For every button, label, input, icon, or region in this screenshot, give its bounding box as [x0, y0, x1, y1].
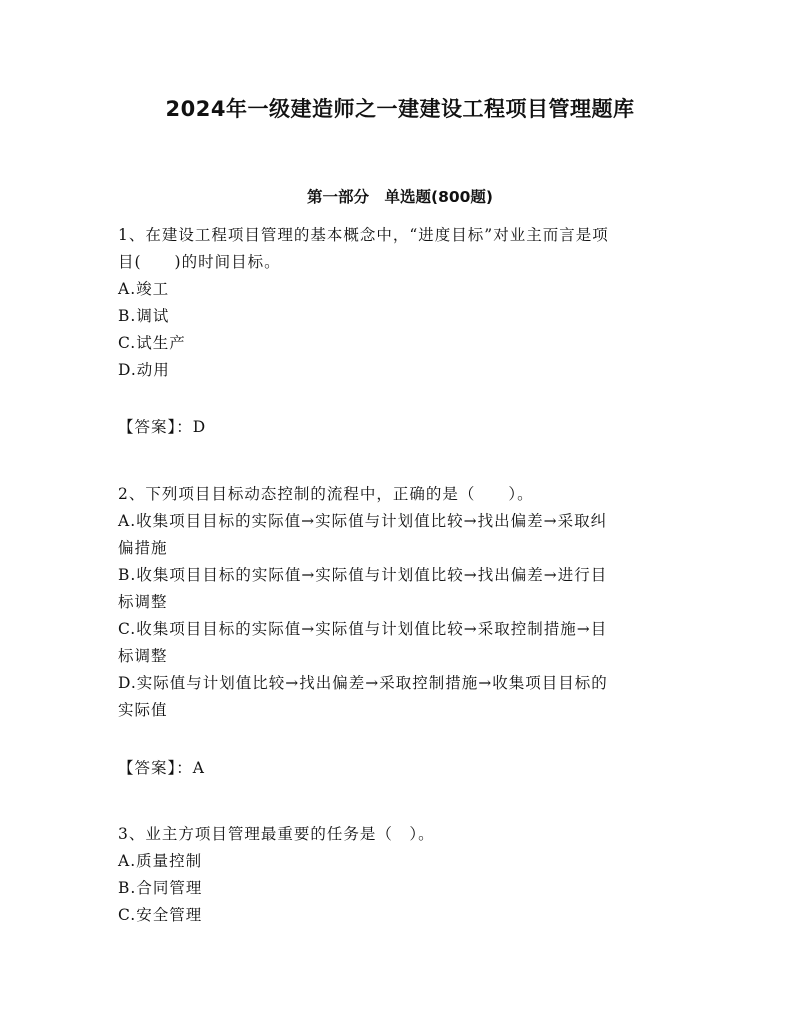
question-stem-line: 1、在建设工程项目管理的基本概念中，“进度目标”对业主而言是项: [118, 226, 609, 244]
option-a: A.竣工: [118, 280, 170, 298]
option-d: D.实际值与计划值比较→找出偏差→采取控制措施→收集项目目标的: [118, 674, 608, 692]
option-d: D.动用: [118, 361, 170, 379]
option-b: B.调试: [118, 307, 170, 325]
answer-2: 【答案】：A: [118, 759, 205, 777]
option-d-continuation: 实际值: [118, 701, 168, 719]
option-a: A.收集项目目标的实际值→实际值与计划值比较→找出偏差→采取纠: [118, 512, 608, 530]
option-b: B.合同管理: [118, 879, 203, 897]
answer-1: 【答案】：D: [118, 418, 207, 436]
question-2: [118, 481, 678, 724]
option-a: A.质量控制: [118, 852, 203, 870]
option-c-continuation: 标调整: [118, 647, 168, 665]
option-c: C.试生产: [118, 334, 186, 352]
section-heading: 第一部分 单选题(800题): [306, 188, 494, 206]
document-title: 2024年一级建造师之一建建设工程项目管理题库: [165, 97, 635, 121]
option-c: C.安全管理: [118, 906, 203, 924]
question-stem-line: 3、业主方项目管理最重要的任务是（ ）。: [118, 825, 435, 843]
option-c: C.收集项目目标的实际值→实际值与计划值比较→采取控制措施→目: [118, 620, 608, 638]
option-a-continuation: 偏措施: [118, 539, 168, 557]
question-stem-line: 目( )的时间目标。: [118, 253, 281, 271]
option-b-continuation: 标调整: [118, 593, 168, 611]
question-1: [118, 222, 678, 384]
option-b: B.收集项目目标的实际值→实际值与计划值比较→找出偏差→进行目: [118, 566, 608, 584]
question-3: [118, 821, 678, 929]
question-stem-line: 2、下列项目目标动态控制的流程中，正确的是（ ）。: [118, 485, 534, 503]
